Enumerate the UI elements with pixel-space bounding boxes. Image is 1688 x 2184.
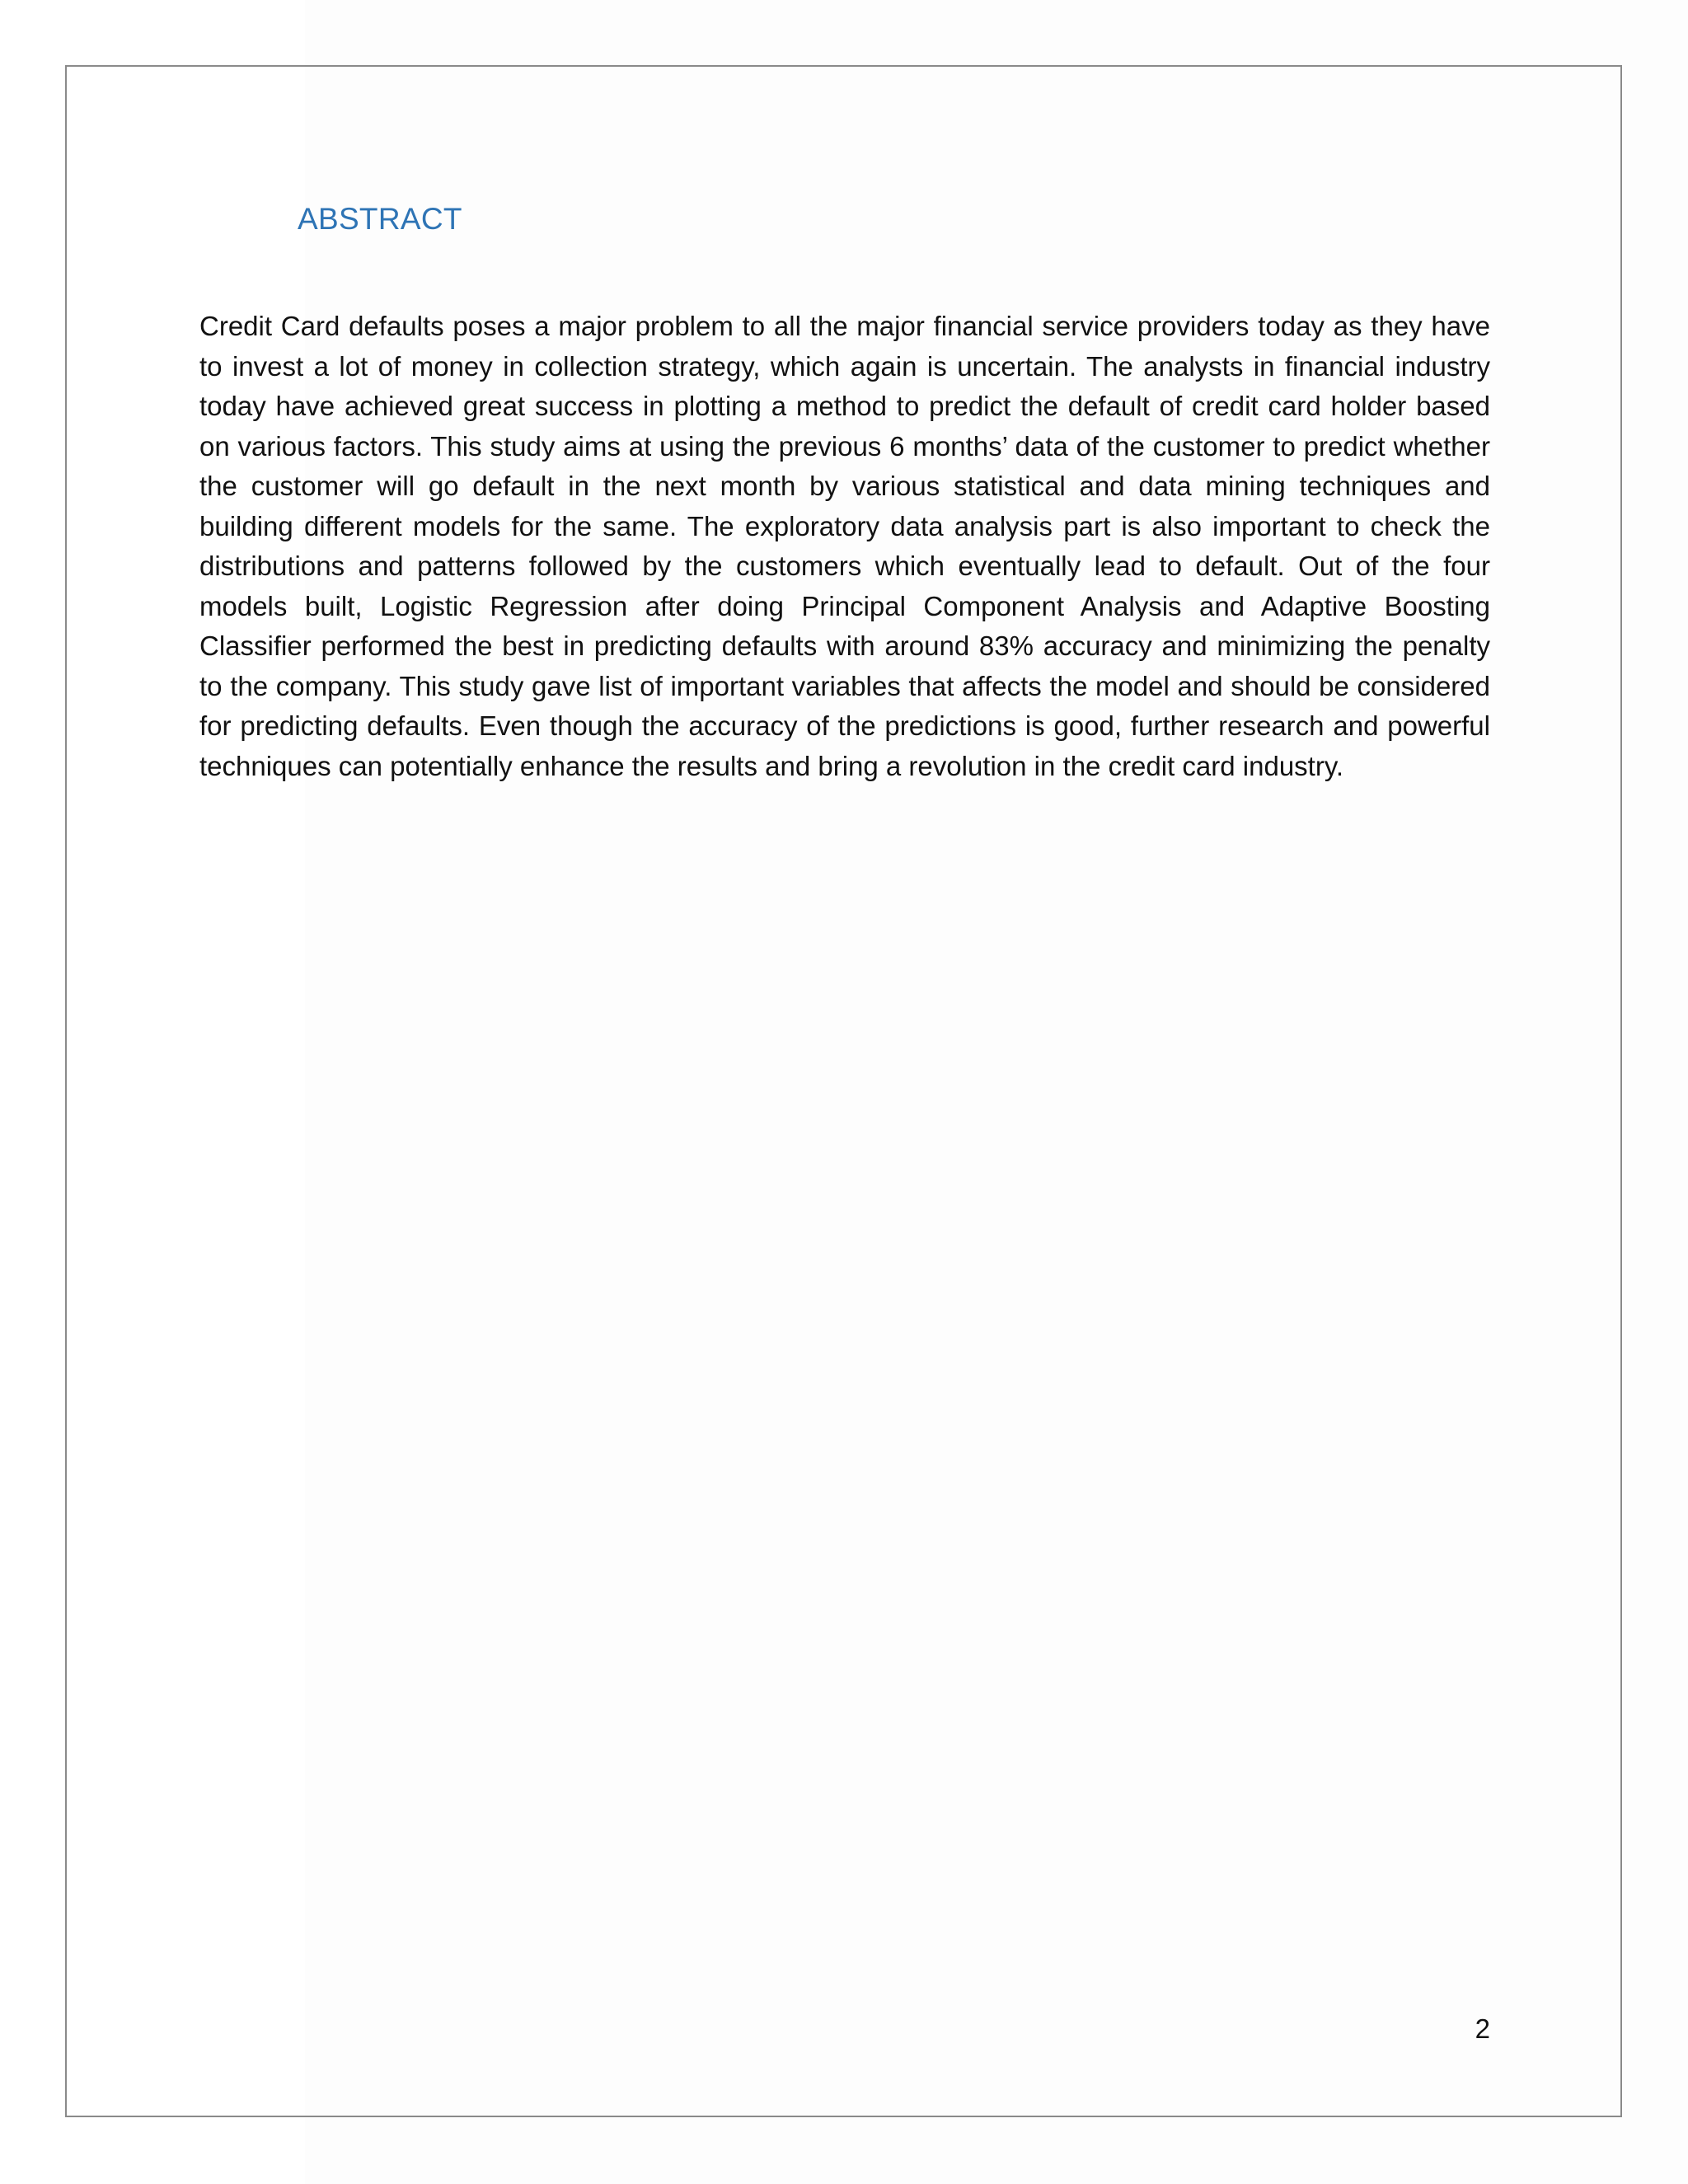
abstract-heading: ABSTRACT: [298, 202, 462, 236]
page-number: 2: [1475, 2013, 1490, 2044]
abstract-paragraph: Credit Card defaults poses a major problem to all the major financial service providers today as they have to invest a lot of money in collection strategy, which again is uncertain. The analysts in financial industry today have achieved great success in plotting a method to predict the default of credit card holder based on various factors. This study aims at using the previous 6 months’ data of the customer to predict whether the customer will go default in the next month by various statistical and data mining techniques and building different models for the same. The exploratory data analysis part is also important to check the distributions and patterns followed by the customers which eventually lead to default. Out of the four models built, Logistic Regression after doing Principal Component Analysis and Adaptive Boosting Classifier performed the best in predicting defaults with around 83% accuracy and minimizing the penalty to the company. This study gave list of important variables that affects the model and should be considered for predicting defaults. Even though the accuracy of the predictions is good, further research and powerful techniques can potentially enhance the results and bring a revolution in the credit card industry.: [199, 311, 1490, 781]
